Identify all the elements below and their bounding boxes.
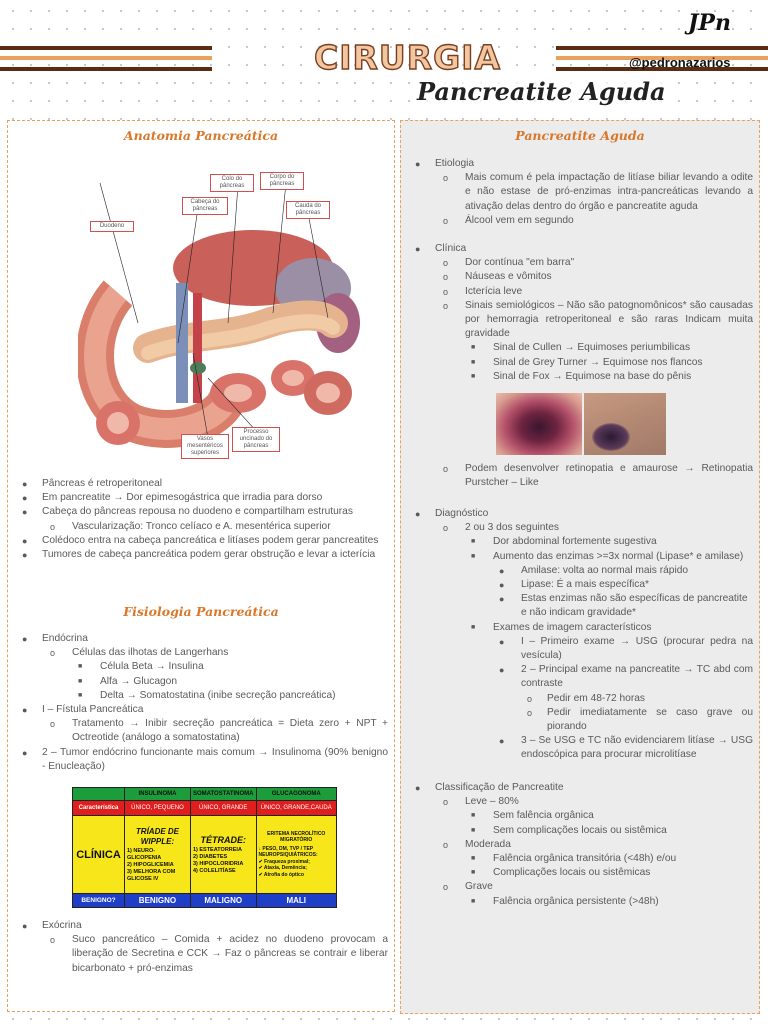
retinopatia-list — [401, 462, 753, 490]
circle-bullet-icon: o — [527, 707, 533, 718]
cullen-sign-photo — [496, 393, 582, 455]
circle-bullet-icon: o — [50, 521, 56, 532]
list-item: ■ Dor abdominal fortemente sugestiva — [401, 535, 753, 549]
bullet-icon: ● — [22, 535, 28, 546]
list-item: ● Estas enzimas não são específicas de pancreatite e não indicam gravidade* — [499, 593, 748, 619]
label-colo-pancreas: Colo do pâncreas — [210, 174, 254, 192]
square-bullet-icon: ■ — [78, 691, 83, 699]
list-item: o Náuseas e vômitos — [401, 270, 753, 284]
label-cabeca-pancreas: Cabeça do pâncreas — [182, 197, 228, 215]
classificacao-list — [401, 781, 753, 909]
table-cell-line: 3) HIPOCLORIDRIA — [192, 860, 244, 867]
bullet-icon: ● — [499, 636, 505, 647]
list-item: o Células das ilhotas de Langerhans — [8, 646, 388, 660]
right-column — [400, 120, 760, 1014]
endocrine-tumor-table — [72, 787, 337, 908]
bullet-icon: ● — [22, 479, 28, 489]
table-corner — [73, 788, 125, 801]
table-row — [73, 788, 337, 801]
table-cell-line: ✔ Ataxia, Demência; — [258, 865, 307, 872]
bullet-icon: ● — [22, 493, 28, 504]
list-item: ● I – Fístula Pancreática — [8, 703, 388, 717]
table-row — [73, 801, 337, 816]
circle-bullet-icon: o — [443, 215, 449, 226]
circle-bullet-icon: o — [443, 464, 449, 474]
table-cell-line: 4) COLELITÍASE — [192, 867, 236, 874]
page-header — [0, 0, 768, 114]
list-item: ■ Sem falência orgânica — [401, 809, 753, 823]
bullet-icon: ● — [415, 509, 421, 519]
label-vasos-mesentericos: Vasos mesentéricos superiores — [181, 434, 229, 459]
list-item: ● I – Primeiro exame → USG (procurar pedra na vesícula) — [499, 635, 753, 662]
square-bullet-icon: ■ — [471, 344, 476, 352]
header-stripe — [556, 46, 768, 50]
bullet-icon: ● — [499, 665, 505, 676]
circle-bullet-icon: o — [443, 523, 449, 534]
bullet-icon: ● — [22, 507, 28, 518]
circle-bullet-icon: o — [443, 286, 449, 297]
eritema-title: ERITEMA NECROLÍTICO MIGRATÓRIO — [267, 830, 326, 844]
bullet-icon: ● — [22, 550, 28, 561]
grey-turner-sign-photo — [584, 393, 666, 455]
table-cell-line: 3) MELHORA COM GLICOSE IV — [127, 868, 176, 882]
table-row — [73, 816, 337, 894]
bullet-icon: ● — [499, 736, 505, 747]
section-title-pancreatite: Pancreatite Aguda — [515, 128, 645, 143]
bullet-icon: ● — [499, 565, 505, 576]
circle-bullet-icon: o — [443, 272, 449, 283]
label-cauda-pancreas: Cauda do pâncreas — [286, 201, 330, 219]
list-item: o Grave — [401, 880, 753, 894]
square-bullet-icon: ■ — [471, 538, 476, 546]
circle-bullet-icon: o — [50, 648, 56, 659]
table-cell: ÚNICO, GRANDE,CAUDA — [256, 801, 337, 816]
list-item: ■ Célula Beta → Insulina — [8, 660, 388, 674]
circle-bullet-icon: o — [50, 935, 56, 946]
list-item: o Mais comum é pela impactação de litíase biliar levando a odite e não estase de pró-enzimas intra-pancreáticas levando a ativação delas dentro do órgão e pancreatite aguda — [443, 172, 753, 212]
list-item: o Moderada — [401, 838, 753, 852]
label-processo-uncinado: Processo uncinado do pâncreas — [232, 427, 280, 452]
list-item: o Leve – 80% — [401, 795, 753, 809]
table-cell-line: 2) DIABETES — [192, 853, 228, 860]
bruise-mark — [592, 423, 630, 451]
header-stripe — [0, 46, 212, 50]
list-item: ■ Delta → Somatostatina (inibe secreção pancreática) — [8, 689, 388, 703]
pancreas-anatomy-illustration — [78, 173, 378, 463]
left-column — [7, 120, 395, 1012]
table-cell-line: ✔ Fraqueza proximal; — [258, 858, 310, 865]
list-item: ■ Sinal de Fox → Equimose na base do pênis — [401, 370, 753, 384]
circle-bullet-icon: o — [50, 719, 56, 730]
brand-title: CIRURGIA — [314, 38, 502, 77]
table-cell-glucagonoma — [256, 816, 337, 894]
table-cell-line: NEUROPSIQUIÁTRICOS: — [258, 852, 318, 859]
list-item: ■ Aumento das enzimas >=3x normal (Lipase* e amilase) — [401, 550, 753, 564]
list-item: ● Cabeça do pâncreas repousa no duodeno e compartilham estruturas — [8, 505, 388, 519]
circle-bullet-icon: o — [443, 839, 449, 850]
list-item: ■ Sem complicações locais ou sistêmica — [401, 824, 753, 838]
list-item: ● Pâncreas é retroperitoneal — [8, 477, 388, 491]
label-duodeno: Duodeno — [90, 221, 134, 232]
header-stripe — [0, 56, 212, 60]
table-row — [73, 894, 337, 908]
section-title-anatomia: Anatomia Pancreática — [123, 128, 279, 143]
table-cell-insulinoma — [125, 816, 191, 894]
list-item: o Pedir em 48-72 horas — [401, 692, 753, 706]
list-item: ■ Sinal de Cullen → Equimoses periumbilicas — [401, 341, 753, 355]
list-item: ■ Exames de imagem característicos — [401, 621, 753, 635]
table-header-cell: INSULINOMA — [125, 788, 191, 801]
circle-bullet-icon: o — [527, 693, 533, 704]
circle-bullet-icon: o — [443, 258, 449, 269]
bullet-icon: ● — [415, 783, 421, 793]
table-cell: MALIGNO — [190, 894, 256, 908]
table-header-cell: GLUCAGONOMA — [256, 788, 337, 801]
list-item: o Vascularização: Tronco celíaco e A. mesentérica superior — [8, 520, 388, 534]
fisiologia-list-b — [8, 919, 388, 976]
table-header-cell: SOMATOSTATINOMA — [190, 788, 256, 801]
list-item: ● 2 – Principal exame na pancreatite → TC abd com contraste — [499, 664, 753, 690]
table-row-label: Característica — [73, 801, 125, 816]
table-cell-line: 1) NEURO-GLICOPENIA — [127, 847, 162, 861]
list-item: o 2 ou 3 dos seguintes — [401, 521, 753, 535]
table-cell-line: 1) ESTEATORREIA — [192, 846, 242, 853]
list-item: o Podem desenvolver retinopatia e amaurose → Retinopatia Purstcher – Like — [443, 463, 753, 489]
square-bullet-icon: ■ — [471, 826, 476, 834]
section-title-fisiologia: Fisiologia Pancreática — [123, 604, 279, 619]
list-item: ● Amilase: volta ao normal mais rápido — [401, 564, 753, 578]
square-bullet-icon: ■ — [471, 897, 476, 905]
square-bullet-icon: ■ — [471, 855, 476, 863]
list-item: o Dor contínua "em barra" — [401, 256, 753, 270]
list-item: ● Colédoco entra na cabeça pancreática e litíases podem gerar pancreatites — [8, 534, 388, 548]
page-title: Pancreatite Aguda — [417, 77, 666, 106]
list-item: ● Em pancreatite → Dor epimesogástrica que irradia para dorso — [8, 491, 388, 505]
list-item: o Álcool vem em segundo — [401, 214, 753, 228]
clinica-list — [401, 242, 753, 384]
fisiologia-list-a — [8, 632, 388, 774]
square-bullet-icon: ■ — [471, 623, 476, 631]
list-item: ■ Complicações locais ou sistêmicas — [401, 866, 753, 880]
list-item: ■ Falência orgânica transitória (<48h) e/ou — [401, 852, 753, 866]
circle-bullet-icon: o — [443, 300, 449, 311]
table-row-label: CLÍNICA — [73, 816, 125, 894]
square-bullet-icon: ■ — [471, 372, 476, 380]
square-bullet-icon: ■ — [471, 552, 476, 560]
list-item: o Suco pancreático – Comida + acidez no duodeno provocam a liberação de Secretina e CCK → Faz o pâncreas se contrair e liberar bicarbonato + pró-enzimas — [50, 934, 388, 974]
square-bullet-icon: ■ — [78, 677, 83, 685]
wipple-title: TRÍADE DE WIPPLE: — [135, 826, 180, 846]
list-item: o Icterícia leve — [401, 285, 753, 299]
circle-bullet-icon: o — [443, 882, 449, 893]
square-bullet-icon: ■ — [471, 812, 476, 820]
author-initials: JPn — [688, 10, 731, 36]
list-item: o Tratamento → Inibir secreção pancreática = Dieta zero + NPT + Octreotide (análogo a somatostatina) — [50, 718, 388, 744]
bullet-icon: ● — [22, 747, 28, 758]
list-item: ● 2 – Tumor endócrino funcionante mais comum → Insulinoma (90% benigno - Enucleação) — [22, 746, 388, 772]
table-row-label: BENIGNO? — [73, 894, 125, 908]
bullet-icon: ● — [415, 159, 421, 169]
circle-bullet-icon: o — [443, 797, 449, 808]
bullet-icon: ● — [499, 580, 505, 591]
table-cell: ÚNICO, GRANDE — [190, 801, 256, 816]
list-item: ● Etiologia — [401, 157, 753, 171]
list-item: ● Diagnóstico — [401, 507, 753, 521]
list-item: ● Clínica — [401, 242, 753, 256]
tetrade-title: TÉTRADE: — [200, 834, 246, 845]
table-cell-somatostatinoma — [190, 816, 256, 894]
list-item: ■ Falência orgânica persistente (>48h) — [401, 895, 753, 909]
table-cell: ÚNICO, PEQUENO — [125, 801, 191, 816]
label-corpo-pancreas: Corpo do pâncreas — [260, 172, 304, 190]
list-item: o Pedir imediatamente se caso grave ou piorando — [527, 706, 753, 733]
list-item: ● Exócrina — [8, 919, 388, 933]
square-bullet-icon: ■ — [471, 869, 476, 877]
diagnostico-list — [401, 507, 753, 763]
list-item: ● Endócrina — [8, 632, 388, 646]
bullet-icon: ● — [415, 244, 421, 254]
table-cell-line: 2) HIPOGLICEMIA — [127, 861, 174, 868]
list-item: o Sinais semiológicos – Não são patognomônicos* são causadas por hemorragia retroperitoneal e são raras Indicam muita gravidade — [443, 299, 753, 340]
table-cell-line: ✔ Atrofia do óptico — [258, 871, 304, 878]
bullet-icon: ● — [22, 705, 28, 716]
table-cell: MALI — [256, 894, 337, 908]
table-cell-line: ↓ PESO, DM, TVP / TEP — [258, 845, 314, 852]
list-item: ● Tumores de cabeça pancreática podem gerar obstrução e levar a icterícia — [8, 548, 388, 562]
author-handle: @pedronazarios — [629, 55, 731, 70]
bullet-icon: ● — [22, 921, 28, 931]
bullet-icon: ● — [22, 634, 28, 644]
circle-bullet-icon: o — [443, 173, 449, 184]
header-stripe — [0, 67, 212, 71]
list-item: ● 3 – Se USG e TC não evidenciarem litíase → USG endoscópica para procurar microlitíase — [499, 735, 753, 761]
table-cell: BENIGNO — [125, 894, 191, 908]
square-bullet-icon: ■ — [471, 358, 476, 366]
list-item: ● Classificação de Pancreatite — [401, 781, 753, 795]
bullet-icon: ● — [499, 594, 505, 605]
list-item: ■ Sinal de Grey Turner → Equimose nos flancos — [401, 356, 753, 370]
list-item: ■ Alfa → Glucagon — [8, 675, 388, 689]
square-bullet-icon: ■ — [78, 663, 83, 671]
list-item: ● Lipase: É a mais específica* — [401, 578, 753, 592]
anatomia-list — [8, 477, 388, 562]
etiologia-list — [401, 157, 753, 228]
